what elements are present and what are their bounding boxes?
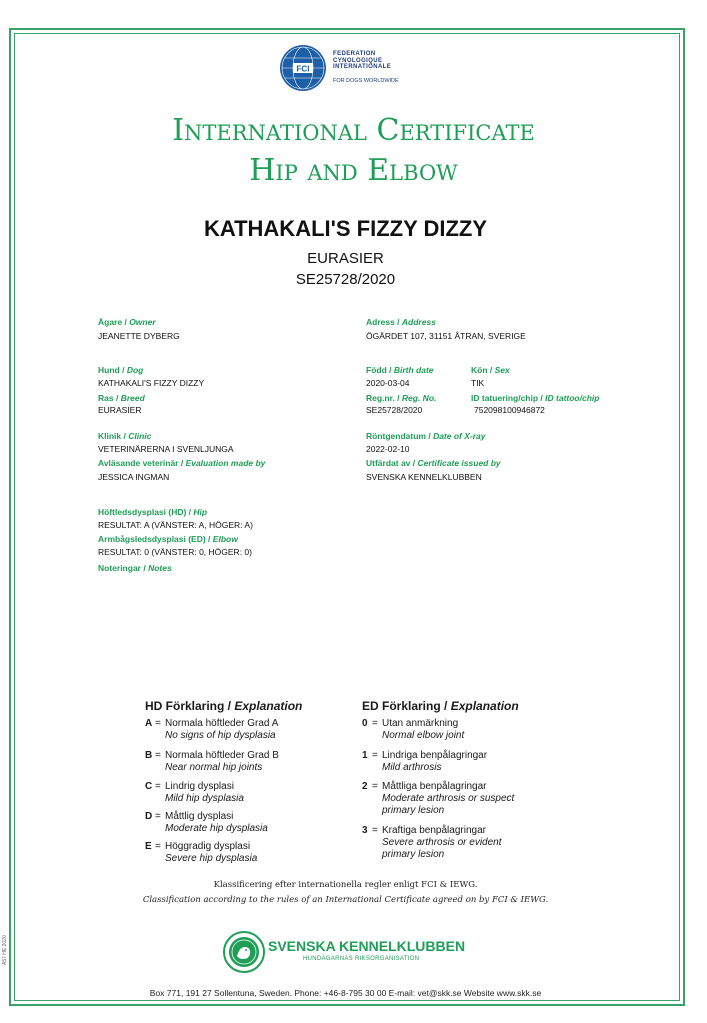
clinic-value: VETERINÄRERNA I SVENLJUNGA xyxy=(98,444,234,454)
skk-subtitle: HUNDÄGARNAS RIKSORGANISATION xyxy=(303,956,420,962)
hd-label: Höftledsdysplasi (HD) / Hip xyxy=(98,507,208,517)
skk-emblem-icon xyxy=(222,930,266,974)
fci-logo xyxy=(278,43,438,93)
breed-label: Ras / Breed xyxy=(98,393,145,403)
footer-contact: Box 771, 191 27 Sollentuna, Sweden. Phone: +46-8-795 30 00 E-mail: vet@skk.se Website www.skk.se xyxy=(149,988,542,998)
ed-legend-title: ED Förklaring / Explanation xyxy=(362,699,519,713)
issued-by-value: SVENSKA KENNELKLUBBEN xyxy=(366,472,482,482)
birth-date-value: 2020-03-04 xyxy=(366,378,410,388)
hd-result: RESULTAT: A (VÄNSTER: A, HÖGER: A) xyxy=(98,520,253,530)
vet-label: Avläsande veterinär / Evaluation made by xyxy=(98,458,266,468)
sex-label: Kön / Sex xyxy=(471,365,510,375)
address-label: Adress / Address xyxy=(366,317,436,327)
certificate-title-line1: International Certificate xyxy=(172,113,535,148)
vet-value: JESSICA INGMAN xyxy=(98,472,170,482)
fci-logo-text: FCI xyxy=(296,64,310,74)
clinic-label: Klinik / Clinic xyxy=(98,431,152,441)
classification-sv: Klassificering efter internationella regler enligt FCI & IEWG. xyxy=(213,880,478,890)
ed-legend-item: 1 = Lindriga benpålagringar Mild arthrosis xyxy=(362,750,488,773)
fci-globe-icon xyxy=(278,43,328,93)
skk-name: SVENSKA KENNELKLUBBEN xyxy=(268,938,466,954)
issued-by-label: Utfärdat av / Certificate issued by xyxy=(366,458,501,468)
ed-label: Armbågsledsdysplasi (ED) / Elbow xyxy=(98,534,238,544)
hd-legend-item: C = Lindrig dysplasi Mild hip dysplasia xyxy=(145,781,244,804)
fci-tagline: FOR DOGS WORLDWIDE xyxy=(333,78,399,84)
certificate-title-line2: Hip and Elbow xyxy=(249,153,458,188)
form-code: A57 HE 2020 xyxy=(2,935,8,965)
sex-value: TIK xyxy=(471,378,485,388)
ed-result: RESULTAT: 0 (VÄNSTER: 0, HÖGER: 0) xyxy=(98,547,252,557)
hd-legend-item: D = Måttlig dysplasi Moderate hip dysplasia xyxy=(145,811,268,834)
ed-legend-item: 3 = Kraftiga benpålagringar Severe arthrosis or evident primary lesion xyxy=(362,825,502,860)
notes-label: Noteringar / Notes xyxy=(98,563,172,573)
dog-label: Hund / Dog xyxy=(98,365,144,375)
reg-no-label: Reg.nr. / Reg. No. xyxy=(366,393,437,403)
fci-name: FEDERATION CYNOLOGIQUE INTERNATIONALE xyxy=(333,51,392,70)
chip-label: ID tatuering/chip / ID tattoo/chip xyxy=(471,393,600,403)
dog-value: KATHAKALI'S FIZZY DIZZY xyxy=(98,378,205,388)
birth-date-label: Född / Birth date xyxy=(366,365,434,375)
hd-legend-item: A = Normala höftleder Grad A No signs of hip dysplasia xyxy=(145,718,279,741)
address-value: ÖGÄRDET 107, 31151 ÅTRAN, SVERIGE xyxy=(366,331,526,341)
chip-value: 752098100946872 xyxy=(474,405,545,415)
hd-legend-item: B = Normala höftleder Grad B Near normal hip joints xyxy=(145,750,279,773)
reg-no-value: SE25728/2020 xyxy=(366,405,423,415)
dog-breed-heading: EURASIER xyxy=(307,250,384,267)
hd-legend-title: HD Förklaring / Explanation xyxy=(145,699,303,713)
breed-value: EURASIER xyxy=(98,405,142,415)
xray-date-value: 2022-02-10 xyxy=(366,444,410,454)
classification-en: Classification according to the rules of an International Certificate agreed on by FCI & IEWG. xyxy=(142,895,549,905)
owner-value: JEANETTE DYBERG xyxy=(98,331,180,341)
dog-name-heading: KATHAKALI'S FIZZY DIZZY xyxy=(203,216,488,241)
xray-date-label: Röntgendatum / Date of X-ray xyxy=(366,431,486,441)
owner-label: Ägare / Owner xyxy=(98,317,156,327)
dog-reg-heading: SE25728/2020 xyxy=(295,271,396,288)
hd-legend-item: E = Höggradig dysplasi Severe hip dysplasia xyxy=(145,841,258,864)
ed-legend-item: 0 = Utan anmärkning Normal elbow joint xyxy=(362,718,465,741)
ed-legend-item: 2 = Måttliga benpålagringar Moderate arthrosis or suspect primary lesion xyxy=(362,781,515,816)
